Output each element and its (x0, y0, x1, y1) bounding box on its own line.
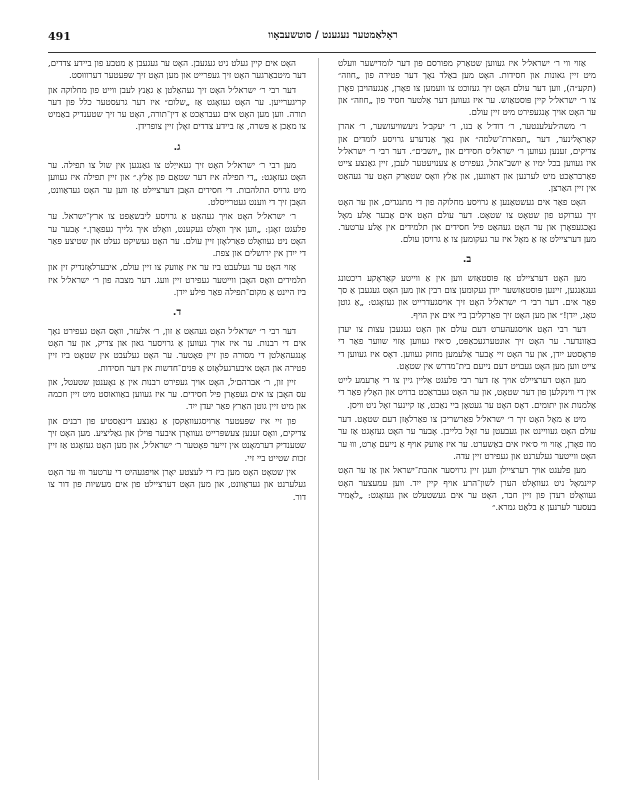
paragraph: אַזוי ווי ר׳ ישראל׳ל איז געווען שטאַרק מפורסם פון דער לומדישער וועלט מיט זיין גאונות און חסידות. האָט מען באַלד נאָך דער פטירה פון „חוזה״ (תקע״ה), ווען דער עולם האָט זיך געזוכט צו וועמען צו פאָרן, אַנגעהויבן פאָרן צו ר׳ ישראל׳ל קיין פּוסטאַזש. ער איז געווען דער אַלטער חסיד פון „חוזה״ און ער האָט אויך אָנגעפירט מיט זיין עולם. (338, 59, 596, 119)
paragraph: דער רבי האָט אויסגעהערט דעם עולם און האָט געגעבן עצות צו יעדן באַזונדער. ער האָט זיך אונטערגעכאַפּט, ס׳איז געווען אַזוי שווער פאַר די פּראָסטע ייִדן, און ער האָט זיי אָבער אַלעמען מחזק געווען. דאָס איז געווען די צייט ווען מען האָט געבויט דעם נייעם בית־מדרש אין שטאָט. (338, 324, 596, 372)
paragraph: דער רבי ר׳ ישראל׳ל האָט זיך געהאַלטן אַ גאַנץ לעבן ווייט פון מחלוקה און קריגערייען. ער האָט געזאָגט אַז „שלום״ איז דער גרעסטער כלל פון דער תורה. ווען מען האָט אים געבראַכט אַ דין־תורה, האָט ער זיך שטענדיק באַמיט צו מאַכן אַ פּשרה, אַז ביידע צדדים זאָלן זיין צופרידן. (48, 85, 306, 133)
paragraph: מיט אַ מאָל האָט זיך ר׳ ישראל׳ל פאַרשריבן צו פאַרלאָזן דעם שטאָט. דער עולם האָט געוויינט און געבעטן ער זאָל בלייבן. אָבער ער האָט געזאָגט אַז ער מוז פאָרן, אַזוי ווי ס׳איז אים באַשערט. ער איז אַוועק אויף אַ נייעם אָרט, וווּ ער האָט ווייטער געלערנט און געפירט זיין עדה. (338, 415, 596, 462)
section-number: ד. (172, 307, 182, 319)
paragraph: מען פלעגט אויך דערציילן וועגן זיין גרויסער אהבת־ישראל און אַז ער האָט קיינמאָל ניט געוואָלט הערן לשון־הרע אויף קיין ייִד. ווען עמעצער האָט געוואָלט רעדן פון זיין חבר, האָט ער אים געשטעלט און געזאָגט: „לאָמיר בעסער לערנען אַ בלאַט גמרא.״ (338, 466, 596, 514)
section-number: ג. (173, 141, 181, 153)
paragraph: זיין זון, ר׳ אברהם׳ל, האָט אויך געפירט רבנות אין אַ נאָענטן שטעטל, און עס האָבן צו אים געפאָרן פיל חסידים. ער איז געווען באַוואוסט מיט זיין חכמה און מיט זיין גוטן האַרץ פאַר יעדן ייִד. (48, 377, 306, 413)
paragraph: ר׳ ישראל׳ל האָט אויך געהאַט אַ גרויסע ליבשאַפט צו ארץ־ישראל. ער פלעגט זאָגן: „ווען איך וואָלט געקענט, וואָלט איך גלייך געפאָרן.״ אָבער ער האָט ניט געוואָלט פאַרלאָזן זיין עולם. ער האָט געשיקט געלט און שטיצע פאַר די ייִדן אין ירושלים און צפת. (48, 212, 306, 260)
paragraph: האָט פאַר אים געשטאַנען אַ גרויסע מחלוקה פון די מתנגדים, און ער האָט זיך גערוקט פון שטאָט צו שטאָט. דער עולם האָט אים אָבער אַלע מאָל נאָכגעפאָרן און ער האָט געהאַט פיל חסידים און תלמידים אין אַלע ערטער. מען דערציילט אַז אַ מאָל איז ער געקומען צו אַ גרויסן עולם. (338, 198, 596, 246)
paragraph: דער רבי ר׳ ישראל׳ל האָט געהאַט אַ זון, ר׳ אלעזר, וואָס האָט געפירט נאָך אים די רבנות. ער איז אויך געווען אַ גרויסער גאון און צדיק, און ער האָט אָנגעהאַלטן די מסורה פון זיין פאָטער. ער האָט געלעבט אין שטאָט ביז זיין פטירה און האָט איבערגעלאָזט אַ פּנים־חדשות אין דער חסידות. (48, 326, 306, 374)
paragraph: אַזוי האָט ער געלעבט ביז ער איז אַוועק צו זיין עולם, איבערלאָזנדיק זין און תלמידים וואָס האָבן ווייטער געפירט זיין וועג. דער מצבה פון ר׳ ישראל׳ל איז ביז היינט אַ מקום־תפילה פאַר פילע ייִדן. (48, 263, 306, 299)
paragraph: ר׳ משה׳לעלענטער, ר׳ דוד׳ל אַ בנו, ר׳ יעקב׳ל ניעשוויעזשער, ר׳ אהרן קאַראָלינער, דער „תפארת־שלמה״ און נאָך אַנדערע גרויסע לומדים און צדיקים, זענען געווען ר׳ ישראל׳ס חסידים און „יושבים״. דער רבי ר׳ ישראל׳ל איז געווען בכל ימיו אַ יושב־אהל, געפירט אַ צענויעטער לעבן, זיין גאַנצע צייט פאַרבראַכט מיט לערנען און דאַוונען, און אַלץ וואָס שטאַרק האָט ער געהאַט אין זיין האַרצן. (338, 122, 596, 194)
paragraph: מען רבי ר׳ ישראל׳ל האָט זיך געאייַלט צו גאַנגען אין שול צו תפילה. ער האָט געזאָגט: „די תפילה איז דער שטאַם פון אַלץ.״ און זיין תפילה איז געווען מיט גרויס התלהבות. די חסידים האָבן דערציילט אַז ווען ער האָט געדאַוונט, האָבן זיך די ווענט געטרייסלט. (48, 161, 306, 208)
paragraph: האָט אים קיין געלט ניט געגעבן. האָט ער געגעבן אַ מטבע פון ביידע צדדים, דער מיטבאַרגער האָט זיך געפרייט און מען האָט זיך שפּעטער דערוווּסט. (48, 59, 306, 82)
paragraph: מען האָט דערציילט אויך אַז דער רבי פלעגט אַליין גיין צו די אָרעמע לייט אין די ווינקלען פון דער שטאָט, און ער האָט געבראַכט ברויט און האָלץ פאַר די אַלמנות און יתומים. דאָס האָט ער געטאָן ביי נאַכט, אַז קיינער זאָל ניט וויסן. (338, 376, 596, 411)
right-text-column (338, 58, 596, 788)
paragraph: פון זיי איז שפּעטער אַרויסגעוואַקסן אַ גאַנצע דינאַסטיע פון רבנים און צדיקים, וואָס זענען צעשפּרייט געוואָרן איבער פּוילן און גאַליציע. מען האָט זיך שטענדיק דערמאָנט אין זייער פאָטער ר׳ ישראל׳ל, און מען האָט געזאָגט אַז זיין זכות שטייט ביי זיי. (48, 416, 306, 464)
paragraph: אין שטאָט האָט מען ביז די לעצטע יאָרן אויפגעהיט די ערטער וווּ ער האָט געלערנט און געדאַוונט, און מען האָט דערציילט פון אים מעשיות פון דור צו דור. (48, 467, 306, 503)
paragraph: מען האָט דערציילט אַז פּוסטאַזש ווען אין אַ ווייטע קאַראָקע ריכטונג געגאַנגען, זיינען פּוסטאַזשער ייִדן געקומען צום רבין און מען האָט געגעבן אַ סך פאַר אים. דער רבי ר׳ ישראל׳ל האָט זיך אויסגעדרייט און געזאָגט: „אַ גוטן טאָג, ייִדן!״ און מען האָט זיך פאַרקליבן ביי אים אין הויף. (338, 273, 596, 321)
column-divider (318, 58, 319, 780)
running-title: ראָלאַמטער נעגענט / סוטשעבאָוו (268, 30, 398, 41)
page-number: 491 (48, 30, 71, 43)
page-header (48, 30, 618, 48)
section-number: ב. (462, 254, 472, 266)
header-rule (48, 52, 596, 53)
left-text-column (48, 58, 306, 788)
